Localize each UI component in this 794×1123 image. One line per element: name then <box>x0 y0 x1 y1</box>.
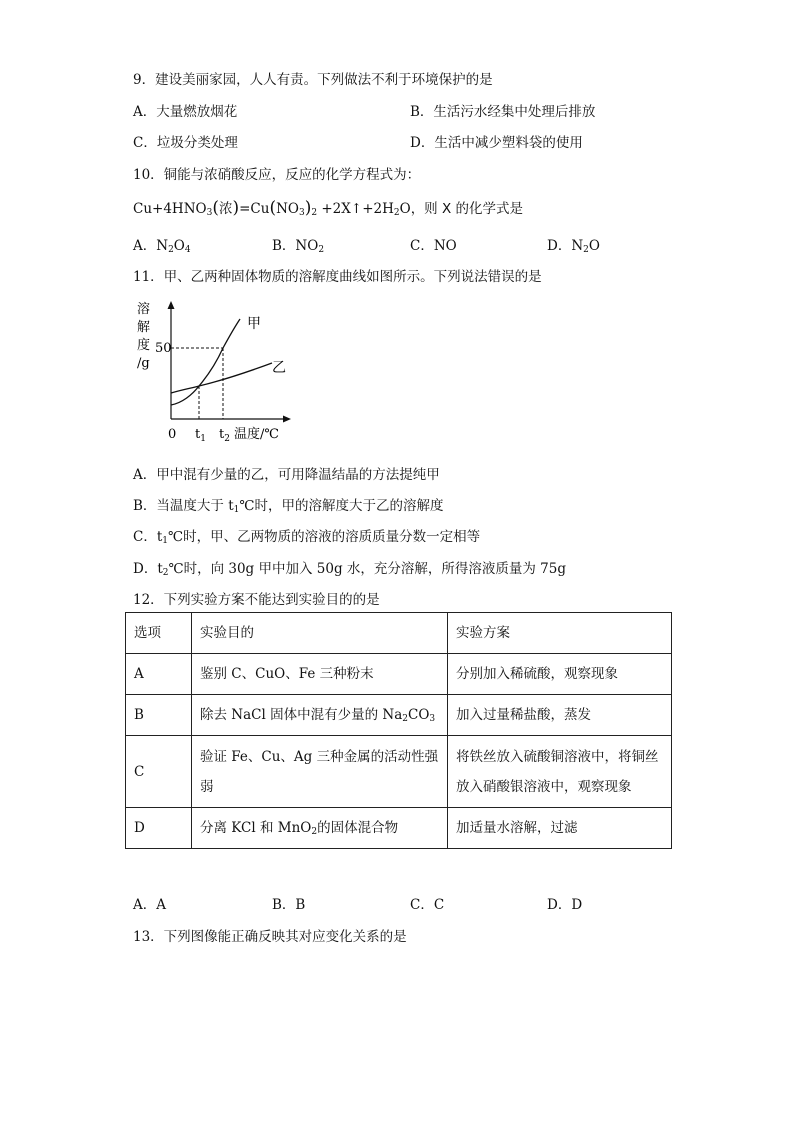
table-header-row <box>126 613 672 654</box>
row-b-plan: 加入过量稀盐酸，蒸发 <box>448 695 672 736</box>
curve-jia <box>171 319 240 405</box>
q11-option-a: A．甲中混有少量的乙，可用降温结晶的方法提纯甲 <box>133 467 440 483</box>
q11-option-d: D．$t_2℃$时，向 30g 甲中加入 50g 水，充分溶解，所得溶液质量为 75g <box>133 561 567 578</box>
q12-answer-a: A．A <box>133 897 166 913</box>
row-d-option: D <box>126 808 192 849</box>
curve-jia-label: 甲 <box>247 316 261 332</box>
q11-option-c: C．$t_1℃$时，甲、乙两物质的溶液的溶质质量分数一定相等 <box>133 529 481 546</box>
q11-stem: 11．甲、乙两种固体物质的溶解度曲线如图所示。下列说法错误的是 <box>133 269 542 285</box>
table-row <box>126 695 672 736</box>
q12-answer-d: D．D <box>547 897 583 913</box>
q10-option-a: A．$N_2O_4$ <box>133 238 191 255</box>
header-plan: 实验方案 <box>448 613 672 654</box>
row-a-goal: 鉴别 C、CuO、Fe 三种粉末 <box>192 654 448 695</box>
y-axis-label-2: 解 <box>137 320 151 335</box>
table-row <box>126 654 672 695</box>
origin-label: 0 <box>168 427 177 442</box>
x-axis-label: 温度/℃ <box>234 427 279 442</box>
q10-option-b: B．$NO_2$ <box>272 238 325 255</box>
header-goal: 实验目的 <box>192 613 448 654</box>
t2-label: $t_2$ <box>219 427 230 444</box>
row-a-option: A <box>126 654 192 695</box>
experiment-table <box>125 612 672 849</box>
row-c-plan: 将铁丝放入硫酸铜溶液中，将铜丝 放入硝酸银溶液中，观察现象 <box>448 736 672 808</box>
q10-chemical-equation: $Cu+4HNO_3$(浓)$=Cu(NO_3)_2$ $+2X↑+2H_2O$，则 X 的化学式是 <box>133 198 524 218</box>
y-axis-label-3: 度 <box>137 338 151 353</box>
t1-label: $t_1$ <box>195 427 206 444</box>
q10-option-c: C．NO <box>410 238 457 254</box>
q9-option-c: C．垃圾分类处理 <box>133 135 238 151</box>
q12-answer-c: C．C <box>410 897 445 913</box>
q9-option-a: A．大量燃放烟花 <box>133 104 238 120</box>
q11-option-b: B．当温度大于 $t_1℃$时，甲的溶解度大于乙的溶解度 <box>133 498 444 515</box>
row-c-goal: 验证 Fe、Cu、Ag 三种金属的活动性强 弱 <box>192 736 448 808</box>
table-row <box>126 808 672 849</box>
y-tick-50: 50 <box>155 341 172 356</box>
y-axis-arrow <box>168 301 175 309</box>
q13-stem: 13．下列图像能正确反映其对应变化关系的是 <box>133 929 407 945</box>
curve-yi <box>171 363 272 393</box>
q9-option-b: B．生活污水经集中处理后排放 <box>410 104 596 120</box>
q10-option-d: D．$N_2O$ <box>547 238 600 255</box>
row-a-plan: 分别加入稀硫酸，观察现象 <box>448 654 672 695</box>
curve-yi-label: 乙 <box>272 360 286 376</box>
y-axis-label-4: /g <box>137 356 150 371</box>
table-row <box>126 736 672 808</box>
q12-answer-b: B．B <box>272 897 306 913</box>
y-axis-label-1: 溶 <box>137 302 151 317</box>
header-option: 选项 <box>126 613 192 654</box>
solubility-curve-graph <box>130 297 300 447</box>
x-axis-arrow <box>283 416 291 423</box>
row-c-option: C <box>126 736 192 808</box>
q12-stem: 12．下列实验方案不能达到实验目的的是 <box>133 592 380 608</box>
q10-stem: 10．铜能与浓硝酸反应，反应的化学方程式为： <box>133 167 421 183</box>
q9-option-d: D．生活中减少塑料袋的使用 <box>410 135 583 151</box>
q9-stem: 9．建设美丽家园，人人有责。下列做法不利于环境保护的是 <box>133 72 493 88</box>
row-b-goal: 除去 NaCl 固体中混有少量的 $Na_2CO_3$ <box>192 695 448 736</box>
row-d-plan: 加适量水溶解，过滤 <box>448 808 672 849</box>
row-b-option: B <box>126 695 192 736</box>
row-d-goal: 分离 KCl 和 MnO$_2$的固体混合物 <box>192 808 448 849</box>
